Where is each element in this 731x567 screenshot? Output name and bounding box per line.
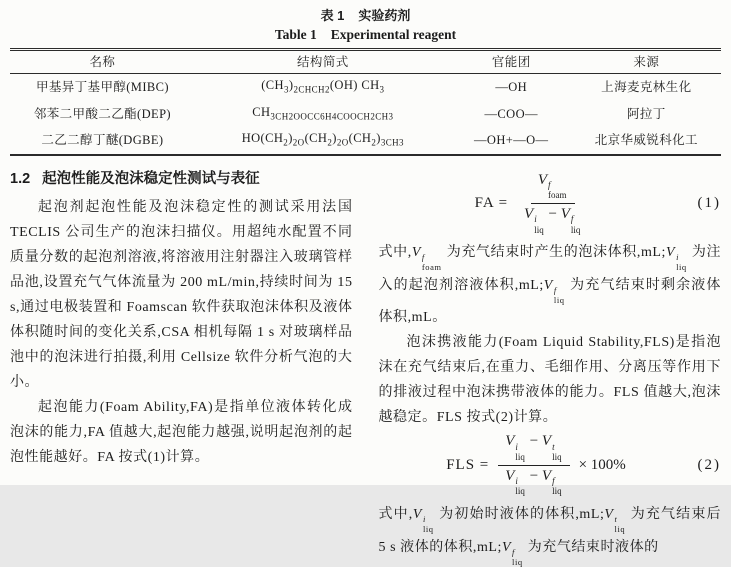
table-cell: $HO(CH_2)_{2O}(CH_2)_{2O}(CH_2)_{3CH3}$ — [195, 127, 451, 155]
table-cell: $CH_{3CH2OOCC6H4COOCH2CH3}$ — [195, 101, 451, 128]
fraction-numerator: V f foam — [531, 172, 575, 204]
two-column-body — [10, 169, 721, 567]
table-cell: 邻苯二甲酸二乙酯(DEP) — [10, 101, 195, 128]
table-title-en — [10, 25, 721, 44]
table-cell: —COO— — [451, 101, 572, 128]
equation-number: (2) — [698, 457, 722, 474]
body-paragraph: 泡沫携液能力(Foam Liquid Stability,FLS)是指泡沫在充气结束后,在重力、毛细作用、分离压等作用下的排液过程中泡沫携带液体的能力。FLS 值越大,泡沫越稳定。FLS 按式(2)计算。 — [379, 330, 722, 430]
equation-2 — [379, 433, 722, 496]
right-column — [379, 169, 722, 567]
column-header: 官能团 — [451, 50, 572, 74]
table-cell: 阿拉丁 — [572, 101, 721, 128]
table-number-cn: 表 1 — [321, 6, 345, 25]
table-caption-en: Experimental reagent — [331, 25, 456, 44]
table-title-cn — [10, 6, 721, 25]
fraction — [517, 172, 588, 235]
fraction-denominator: V i liq − V f liq — [517, 204, 588, 235]
table-row — [10, 74, 721, 101]
section-heading — [10, 169, 353, 190]
table-number-en: Table 1 — [275, 25, 317, 44]
column-header: 来源 — [572, 50, 721, 74]
equation-tail: × 100% — [579, 457, 626, 474]
table-cell: —OH — [451, 74, 572, 101]
fraction — [498, 433, 569, 496]
equation-1 — [379, 172, 722, 235]
table-cell: 上海麦克林生化 — [572, 74, 721, 101]
fraction-denominator: V i liq − V f liq — [498, 466, 569, 497]
table-block — [10, 6, 721, 156]
table-cell: 北京华威锐科化工 — [572, 127, 721, 155]
table-row — [10, 101, 721, 128]
table-row — [10, 127, 721, 155]
column-header: 结构简式 — [195, 50, 451, 74]
equation-number: (1) — [698, 195, 722, 212]
column-header: 名称 — [10, 50, 195, 74]
body-paragraph: 式中,V f foam 为充气结束时产生的泡沫体积,mL;V i liq 为注入的起泡剂溶液体积,mL;V f liq 为充气结束时剩余液体体积,mL。 — [379, 240, 722, 331]
body-paragraph: 起泡剂起泡性能及泡沫稳定性的测试采用法国 TECLIS 公司生产的泡沫扫描仪。用超纯水配置不同质量分数的起泡剂溶液,将溶液用注射器注入玻璃管样品池,设置充气气体流量为 200 mL/min,持续时间为 15 s,通过电极装置和 Foamscan 软件获取泡沫体积及液体体积随时间的变化关系,CSA 相机每隔 1 s 对玻璃样品池中的泡沫进行拍摄,利用 Cellsize 软件分析气泡的大小。 — [10, 195, 353, 395]
left-column — [10, 169, 353, 567]
equation-lhs: FLS = — [446, 457, 489, 474]
body-paragraph: 式中,V i liq 为初始时液体的体积,mL;V t liq 为充气结束后 5 s 液体的体积,mL;V f liq 为充气结束时液体的 — [379, 502, 722, 567]
table-cell: 二乙二醇丁醚(DGBE) — [10, 127, 195, 155]
body-paragraph: 起泡能力(Foam Ability,FA)是指单位液体转化成泡沫的能力,FA 值越大,起泡能力越强,说明起泡剂的起泡性能越好。FA 按式(1)计算。 — [10, 395, 353, 470]
table-cell: 甲基异丁基甲醇(MIBC) — [10, 74, 195, 101]
fraction-numerator: V i liq − V t liq — [498, 433, 569, 465]
table-caption-cn: 实验药剂 — [358, 6, 410, 25]
header-row — [10, 50, 721, 74]
table-cell: $(CH_3)_{2CHCH2}(OH)$ $CH_3$ — [195, 74, 451, 101]
reagent-table — [10, 48, 721, 156]
equation-body — [379, 433, 694, 496]
equation-lhs: FA = — [475, 195, 508, 212]
section-title: 起泡性能及泡沫稳定性测试与表征 — [42, 169, 260, 190]
table-cell: —OH+—O— — [451, 127, 572, 155]
section-number: 1.2 — [10, 169, 30, 190]
equation-body — [379, 172, 694, 235]
